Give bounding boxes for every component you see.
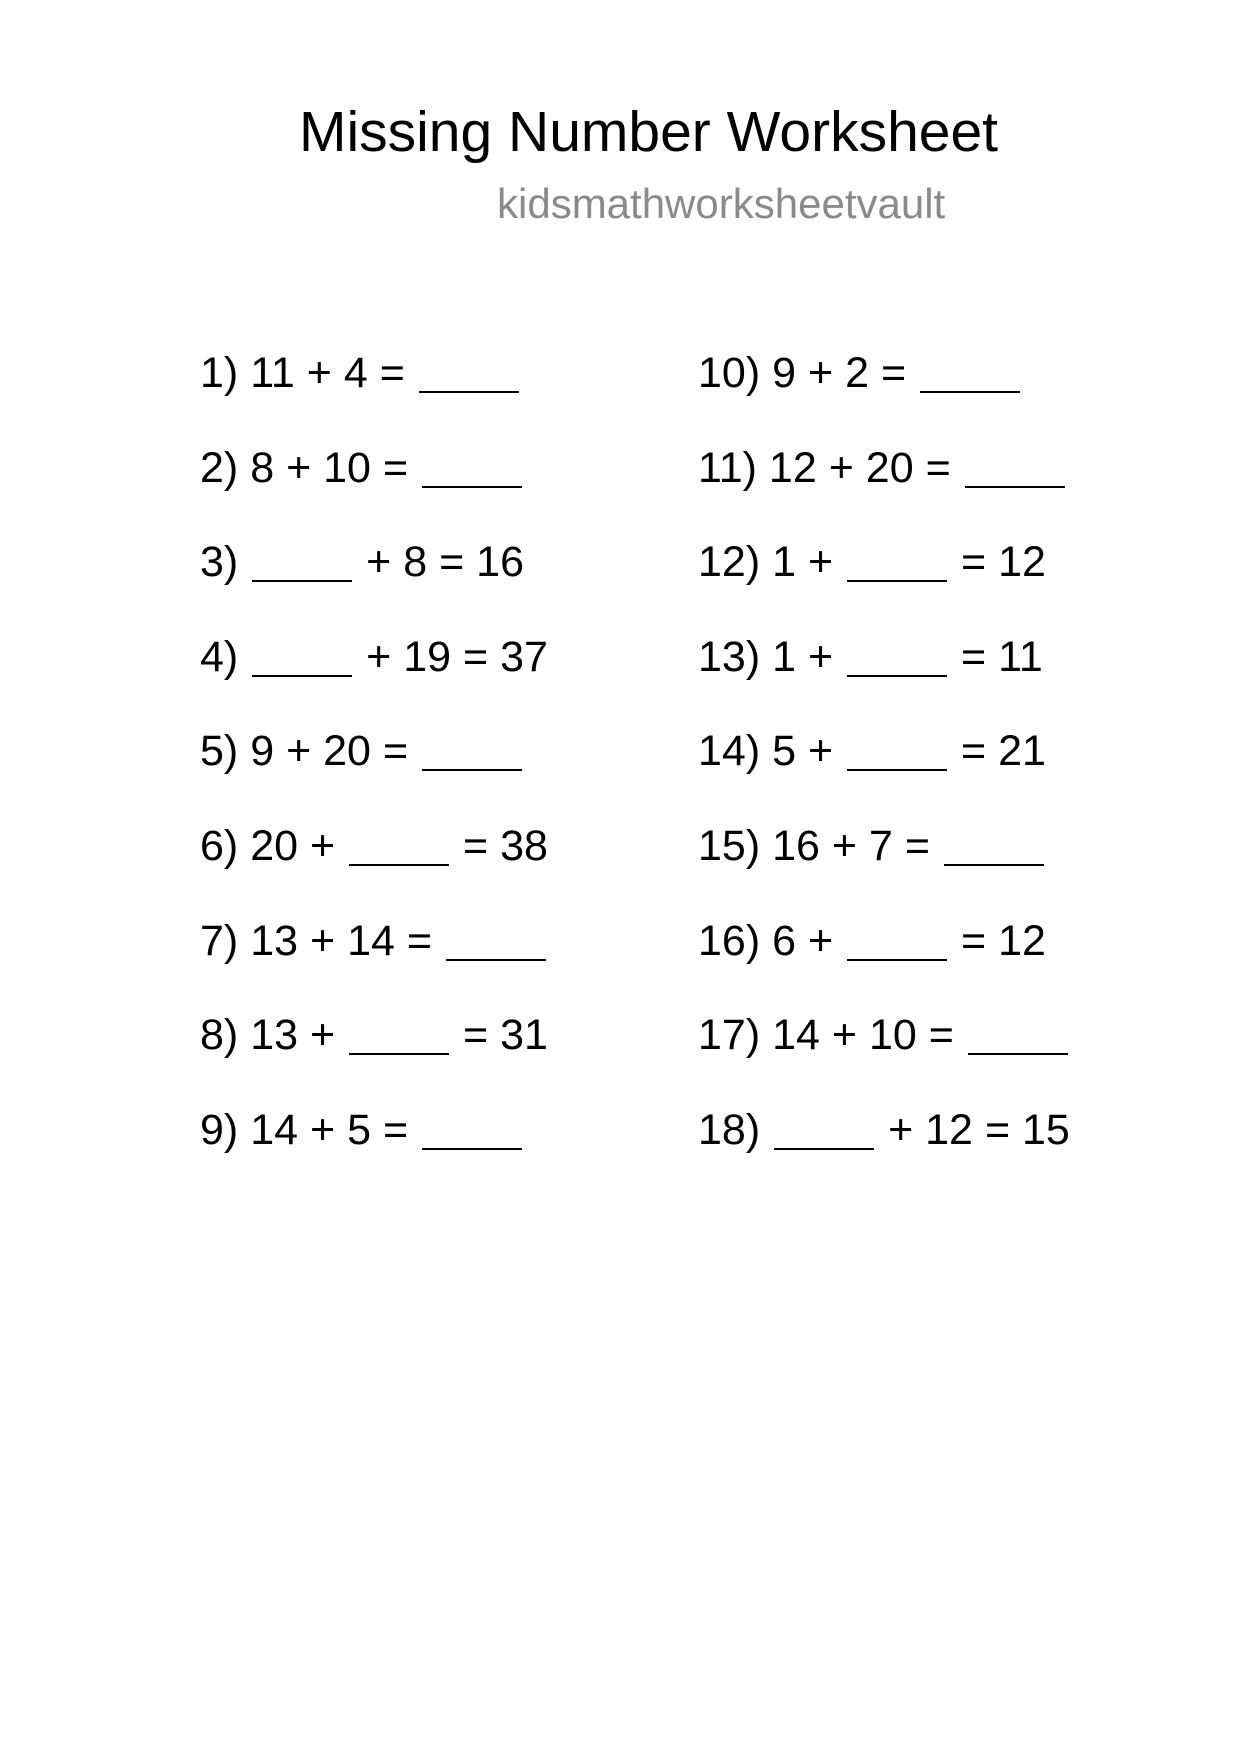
problem-number: 1) bbox=[200, 349, 239, 397]
problem-number: 9) bbox=[200, 1105, 239, 1154]
problem-number: 17) bbox=[698, 1011, 761, 1060]
operand-a: 5 bbox=[772, 727, 797, 776]
problem-number: 8) bbox=[200, 1011, 239, 1060]
operator: + bbox=[807, 632, 834, 681]
problem-item bbox=[200, 1009, 548, 1061]
answer-blank[interactable] bbox=[920, 391, 1020, 393]
answer-blank[interactable] bbox=[349, 1053, 449, 1055]
equals-sign: = bbox=[925, 443, 951, 492]
problem-item bbox=[698, 915, 1046, 967]
equals-sign: = bbox=[406, 916, 432, 965]
operator: + bbox=[831, 822, 858, 870]
problem-item bbox=[200, 725, 524, 777]
problem-number: 5) bbox=[200, 727, 239, 776]
operator: + bbox=[286, 443, 312, 492]
operator: + bbox=[286, 727, 312, 776]
operand-b: 8 bbox=[403, 538, 428, 587]
answer-blank[interactable] bbox=[419, 391, 519, 393]
problem-item bbox=[698, 820, 1046, 872]
operand-b: 14 bbox=[347, 916, 395, 965]
equals-sign: = bbox=[961, 727, 987, 776]
equals-sign: = bbox=[463, 1011, 489, 1060]
operator: + bbox=[807, 538, 834, 587]
answer-blank[interactable] bbox=[446, 959, 546, 961]
equals-sign: = bbox=[961, 632, 987, 681]
problem-item bbox=[200, 820, 548, 872]
answer-blank[interactable] bbox=[422, 769, 522, 771]
result: 16 bbox=[476, 538, 525, 587]
operator: + bbox=[306, 349, 332, 397]
operand-b: 4 bbox=[343, 349, 368, 397]
answer-blank[interactable] bbox=[349, 864, 449, 866]
result: 12 bbox=[998, 538, 1046, 587]
operator: + bbox=[807, 916, 834, 965]
operand-b: 2 bbox=[845, 349, 869, 397]
operator: + bbox=[828, 443, 854, 492]
problem-item bbox=[698, 631, 1043, 683]
operator: + bbox=[831, 1011, 858, 1060]
problem-number: 3) bbox=[200, 538, 239, 587]
operand-a: 12 bbox=[768, 443, 817, 492]
answer-blank[interactable] bbox=[252, 580, 352, 582]
operator: + bbox=[309, 1011, 336, 1060]
operator: + bbox=[309, 822, 336, 870]
answer-blank[interactable] bbox=[847, 959, 947, 961]
equals-sign: = bbox=[961, 538, 987, 587]
problem-number: 16) bbox=[698, 916, 761, 965]
problem-number: 15) bbox=[698, 822, 761, 870]
equals-sign: = bbox=[928, 1011, 954, 1060]
operand-b: 12 bbox=[925, 1105, 973, 1154]
operand-a: 20 bbox=[250, 822, 299, 870]
equals-sign: = bbox=[463, 822, 489, 870]
answer-blank[interactable] bbox=[847, 675, 947, 677]
operand-a: 11 bbox=[250, 349, 295, 397]
operator: + bbox=[366, 538, 392, 587]
problem-item bbox=[200, 442, 524, 494]
problem-item bbox=[200, 1104, 524, 1156]
operand-b: 10 bbox=[323, 443, 371, 492]
problem-item bbox=[200, 536, 524, 588]
worksheet-subtitle: kidsmathworksheetvault bbox=[497, 180, 946, 227]
problem-number: 6) bbox=[200, 822, 239, 870]
operand-a: 16 bbox=[772, 822, 820, 870]
problem-number: 13) bbox=[698, 632, 761, 681]
problem-item bbox=[200, 347, 521, 399]
answer-blank[interactable] bbox=[252, 675, 352, 677]
worksheet-title: Missing Number Worksheet bbox=[299, 100, 999, 164]
answer-blank[interactable] bbox=[968, 1053, 1068, 1055]
problem-number: 12) bbox=[698, 538, 761, 587]
operand-b: 20 bbox=[865, 443, 914, 492]
operator: + bbox=[888, 1105, 914, 1154]
answer-blank[interactable] bbox=[422, 1148, 522, 1150]
problem-item bbox=[200, 631, 548, 683]
problem-item bbox=[698, 1009, 1070, 1061]
operand-a: 14 bbox=[250, 1105, 299, 1154]
problem-number: 18) bbox=[698, 1105, 761, 1154]
operator: + bbox=[807, 727, 834, 776]
result: 12 bbox=[998, 916, 1046, 965]
answer-blank[interactable] bbox=[774, 1148, 874, 1150]
equals-sign: = bbox=[382, 443, 409, 492]
operand-a: 9 bbox=[772, 349, 797, 397]
answer-blank[interactable] bbox=[847, 580, 947, 582]
equals-sign: = bbox=[463, 632, 489, 681]
problem-number: 10) bbox=[698, 349, 761, 397]
equals-sign: = bbox=[382, 727, 409, 776]
operand-b: 10 bbox=[868, 1011, 917, 1060]
operator: + bbox=[366, 632, 392, 681]
equals-sign: = bbox=[904, 822, 930, 870]
result: 11 bbox=[998, 632, 1043, 681]
operand-a: 13 bbox=[250, 916, 299, 965]
problem-item bbox=[698, 536, 1046, 588]
operator: + bbox=[807, 349, 834, 397]
result: 31 bbox=[500, 1011, 548, 1060]
result: 21 bbox=[998, 727, 1046, 776]
problem-item bbox=[200, 915, 548, 967]
equals-sign: = bbox=[880, 349, 907, 397]
equals-sign: = bbox=[382, 1105, 409, 1154]
operand-a: 8 bbox=[250, 443, 275, 492]
equals-sign: = bbox=[984, 1105, 1011, 1154]
operand-a: 6 bbox=[772, 916, 797, 965]
problem-item bbox=[698, 347, 1022, 399]
operand-b: 20 bbox=[323, 727, 371, 776]
operand-b: 7 bbox=[868, 822, 893, 870]
operand-a: 1 bbox=[772, 632, 797, 681]
operand-b: 19 bbox=[403, 632, 452, 681]
operand-b: 5 bbox=[347, 1105, 371, 1154]
answer-blank[interactable] bbox=[422, 486, 522, 488]
operator: + bbox=[309, 1105, 336, 1154]
answer-blank[interactable] bbox=[847, 769, 947, 771]
problem-number: 7) bbox=[200, 916, 239, 965]
equals-sign: = bbox=[379, 349, 405, 397]
answer-blank[interactable] bbox=[965, 486, 1065, 488]
operand-a: 14 bbox=[772, 1011, 820, 1060]
operator: + bbox=[309, 916, 336, 965]
problem-item bbox=[698, 1104, 1070, 1156]
operand-a: 1 bbox=[772, 538, 797, 587]
result: 37 bbox=[500, 632, 548, 681]
equals-sign: = bbox=[961, 916, 987, 965]
operand-a: 13 bbox=[250, 1011, 299, 1060]
problem-number: 11) bbox=[698, 443, 757, 492]
operand-a: 9 bbox=[250, 727, 275, 776]
problem-item bbox=[698, 725, 1046, 777]
equals-sign: = bbox=[439, 538, 465, 587]
problem-item bbox=[698, 442, 1067, 494]
answer-blank[interactable] bbox=[944, 864, 1044, 866]
problem-number: 14) bbox=[698, 727, 761, 776]
result: 15 bbox=[1022, 1105, 1070, 1154]
problem-number: 2) bbox=[200, 443, 239, 492]
problem-number: 4) bbox=[200, 632, 239, 681]
result: 38 bbox=[500, 822, 548, 870]
